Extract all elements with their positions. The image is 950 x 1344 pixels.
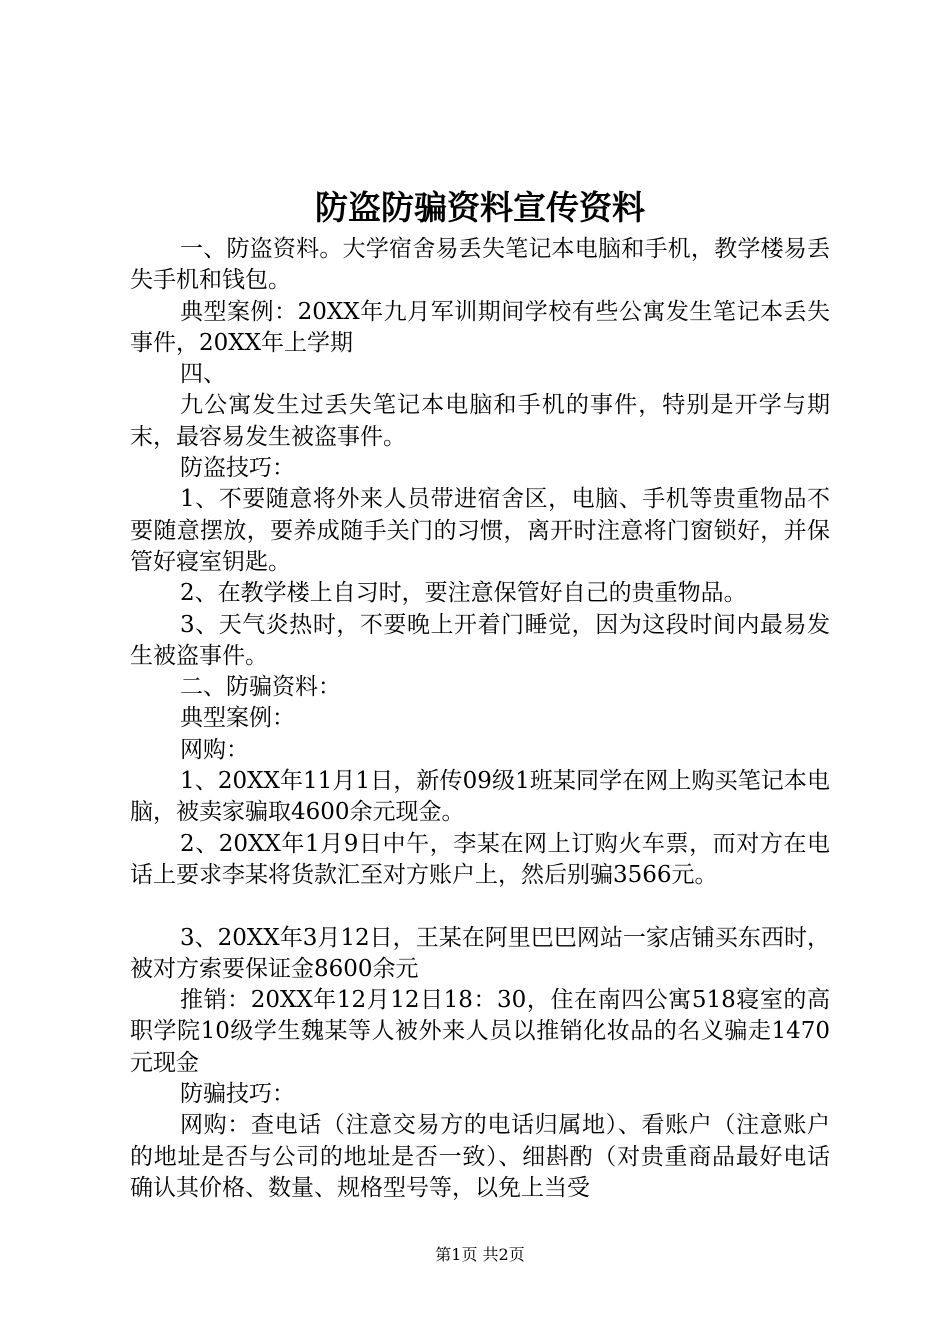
page-footer: 第1页 共2页: [435, 1245, 525, 1264]
paragraph: 3、天气炎热时，不要晚上开着门睡觉，因为这段时间内最易发生被盗事件。: [130, 611, 830, 669]
paragraph: 1、20XX年11月1日，新传09级1班某同学在网上购买笔记本电脑，被卖家骗取4600余元现金。: [130, 768, 830, 826]
paragraph: 网购：查电话（注意交易方的电话归属地）、看账户（注意账户的地址是否与公司的地址是否一致）、细斟酌（对贵重商品最好电话确认其价格、数量、规格型号等，以免上当受: [130, 1112, 830, 1201]
paragraph: 九公寓发生过丢失笔记本电脑和手机的事件，特别是开学与期末，最容易发生被盗事件。: [130, 392, 830, 450]
paragraph: 二、防骗资料：: [180, 674, 341, 701]
document-page: [130, 0, 830, 1344]
paragraph: 1、不要随意将外来人员带进宿舍区，电脑、手机等贵重物品不要随意摆放，要养成随手关门的习惯，离开时注意将门窗锁好，并保管好寝室钥匙。: [130, 486, 830, 575]
paragraph: 3、20XX年3月12日，王某在阿里巴巴网站一家店铺买东西时，被对方索要保证金8600余元: [130, 924, 830, 982]
paragraph: 典型案例：20XX年九月军训期间学校有些公寓发生笔记本丢失事件，20XX年上学期: [130, 298, 830, 356]
paragraph: 防骗技巧：: [180, 1081, 295, 1108]
document-body: [130, 234, 830, 1204]
paragraph: 网购：: [180, 736, 249, 763]
paragraph: 推销：20XX年12月12日18：30，住在南四公寓518寝室的高职学院10级学生魏某等人被外来人员以推销化妆品的名义骗走1470元现金: [130, 987, 830, 1076]
paragraph: 典型案例：: [180, 705, 295, 732]
paragraph: 四、: [180, 361, 226, 388]
document-title: 防盗防骗资料宣传资料: [315, 188, 645, 227]
paragraph: 一、防盗资料。大学宿舍易丢失笔记本电脑和手机，教学楼易丢失手机和钱包。: [130, 236, 830, 294]
paragraph: 2、在教学楼上自习时，要注意保管好自己的贵重物品。: [180, 580, 747, 607]
paragraph: 2、20XX年1月9日中午，李某在网上订购火车票，而对方在电话上要求李某将货款汇至对方账户上，然后别骗3566元。: [130, 830, 830, 888]
paragraph: 防盗技巧：: [180, 455, 295, 482]
